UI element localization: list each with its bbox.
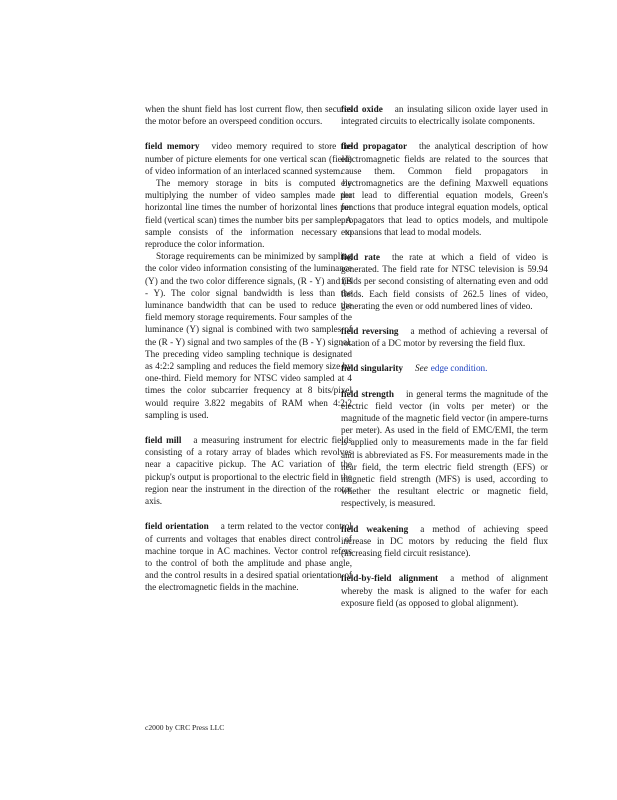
entry-field-singularity (341, 362, 548, 374)
term-field-mill: field mill (145, 435, 182, 446)
definition-field-mill: a measuring instrument for electric fields consisting of a rotary array of blades which revolves near a capacitive pickup. The AC variation of the pickup's output is proportional to the electric field in the region near the instrument in the direction of the rotor axis. (145, 435, 352, 507)
entry-field-mill (145, 434, 352, 507)
left-column (145, 103, 352, 607)
entry-field-reversing (341, 325, 548, 349)
continuation-text: when the shunt field has lost current flow, then secures the motor before an overspeed condition occurs. (145, 104, 352, 127)
term-field-strength: field strength (341, 388, 394, 399)
entry-field-oxide (341, 103, 548, 127)
paragraph-field-memory-2: Storage requirements can be minimized by sampling the color video information consisting of the luminance (Y) and the two color difference signals, (R - Y) and (B - Y). The color signal bandwidth is less than the luminance bandwidth that can be used to reduce the field memory storage requirements. Four samples of the luminance (Y) signal is combined with two samples of the (R - Y) signal and two samples of the (B - Y) signal. The preceding video sampling technique is designated as 4:2:2 sampling and reduces the field memory size by one-third. Field memory for NTSC video sampled at 4 times the color subcarrier frequency at 8 bits/pixel would require 3.822 megabits of RAM when 4:2:2 sampling is used. (145, 251, 352, 420)
definition-field-reversing: a method of achieving a reversal of rotation of a DC motor by reversing the field flux. (341, 326, 548, 349)
definition-field-rate: the rate at which a field of video is generated. The field rate for NTSC television is 59.94 fields per second consisting of alternating even and odd fields. Each field consists of 262.5 lines of video, generating the even or odd numbered lines of video. (341, 252, 548, 311)
right-column (341, 103, 548, 622)
definition-field-weakening: a method of achieving speed increase in DC motors by reducing the field flux (increasing field circuit resistance). (341, 523, 548, 559)
paragraph-field-memory-1: The memory storage in bits is computed by multiplying the number of video samples made per horizontal line times the number of horizontal lines per field (vertical scan) times the number bits per sample. A sample consists of the information necessary to reproduce the color information. (145, 178, 352, 250)
xref-link-edge-condition[interactable]: edge condition. (430, 363, 488, 374)
see-label: See (415, 363, 428, 374)
term-field-weakening: field weakening (341, 523, 409, 534)
definition-field-memory: video memory required to store the number of picture elements for one vertical scan (field) of video information of an interlaced scanned system. (145, 141, 352, 176)
term-field-reversing: field reversing (341, 326, 399, 337)
definition-field-orientation: a term related to the vector control of currents and voltages that enables direct control of machine torque in AC machines. Vector control refers to the control of both the amplitude and phase angle, and the control results in a desired spatial orientation of the electromagnetic fields in the machine. (145, 521, 352, 593)
term-field-orientation: field orientation (145, 521, 209, 532)
copyright-footer: c2000 by CRC Press LLC (145, 723, 225, 732)
entry-field-rate (341, 251, 548, 312)
entry-field-by-field-alignment (341, 572, 548, 609)
definition-field-oxide: an insulating silicon oxide layer used in integrated circuits to electrically isolate components. (341, 104, 549, 127)
entry-field-memory (145, 140, 352, 421)
term-field-singularity: field singularity (341, 363, 404, 374)
entry-field-weakening (341, 523, 548, 560)
definition-field-propagator: the analytical description of how electromagnetic fields are related to the sources that cause them. Common field propagators in electromagnetics are the defining Maxwell equations that lead to differential equation models, Green's functions that produce integral equation models, optical propagators that lead to optics models, and multipole expansions that lead to modal models. (341, 141, 549, 237)
definition-field-strength: in general terms the magnitude of the electric field vector (in volts per meter) or the magnitude of the magnetic field vector (in ampere-turns per meter). As used in the field of EMC/EMI, the term is applied only to measurements made in the far field and is abbreviated as FS. For measurements made in the near field, the term electric field strength (EFS) or magnetic field strength (MFS) is used, according to whether the resultant electric or magnetic field, respectively, is measured. (341, 388, 548, 509)
term-field-propagator: field propagator (341, 141, 408, 152)
term-field-rate: field rate (341, 252, 381, 263)
entry-field-strength (341, 388, 548, 510)
definition-field-by-field-alignment: a method of alignment whereby the mask is aligned to the wafer for each exposure field (as opposed to global alignment). (341, 573, 548, 608)
term-field-by-field-alignment: field-by-field alignment (341, 573, 439, 584)
term-field-memory: field memory (145, 141, 200, 152)
term-field-oxide: field oxide (341, 104, 383, 114)
entry-field-orientation (145, 520, 352, 593)
entry-field-propagator (341, 140, 548, 238)
